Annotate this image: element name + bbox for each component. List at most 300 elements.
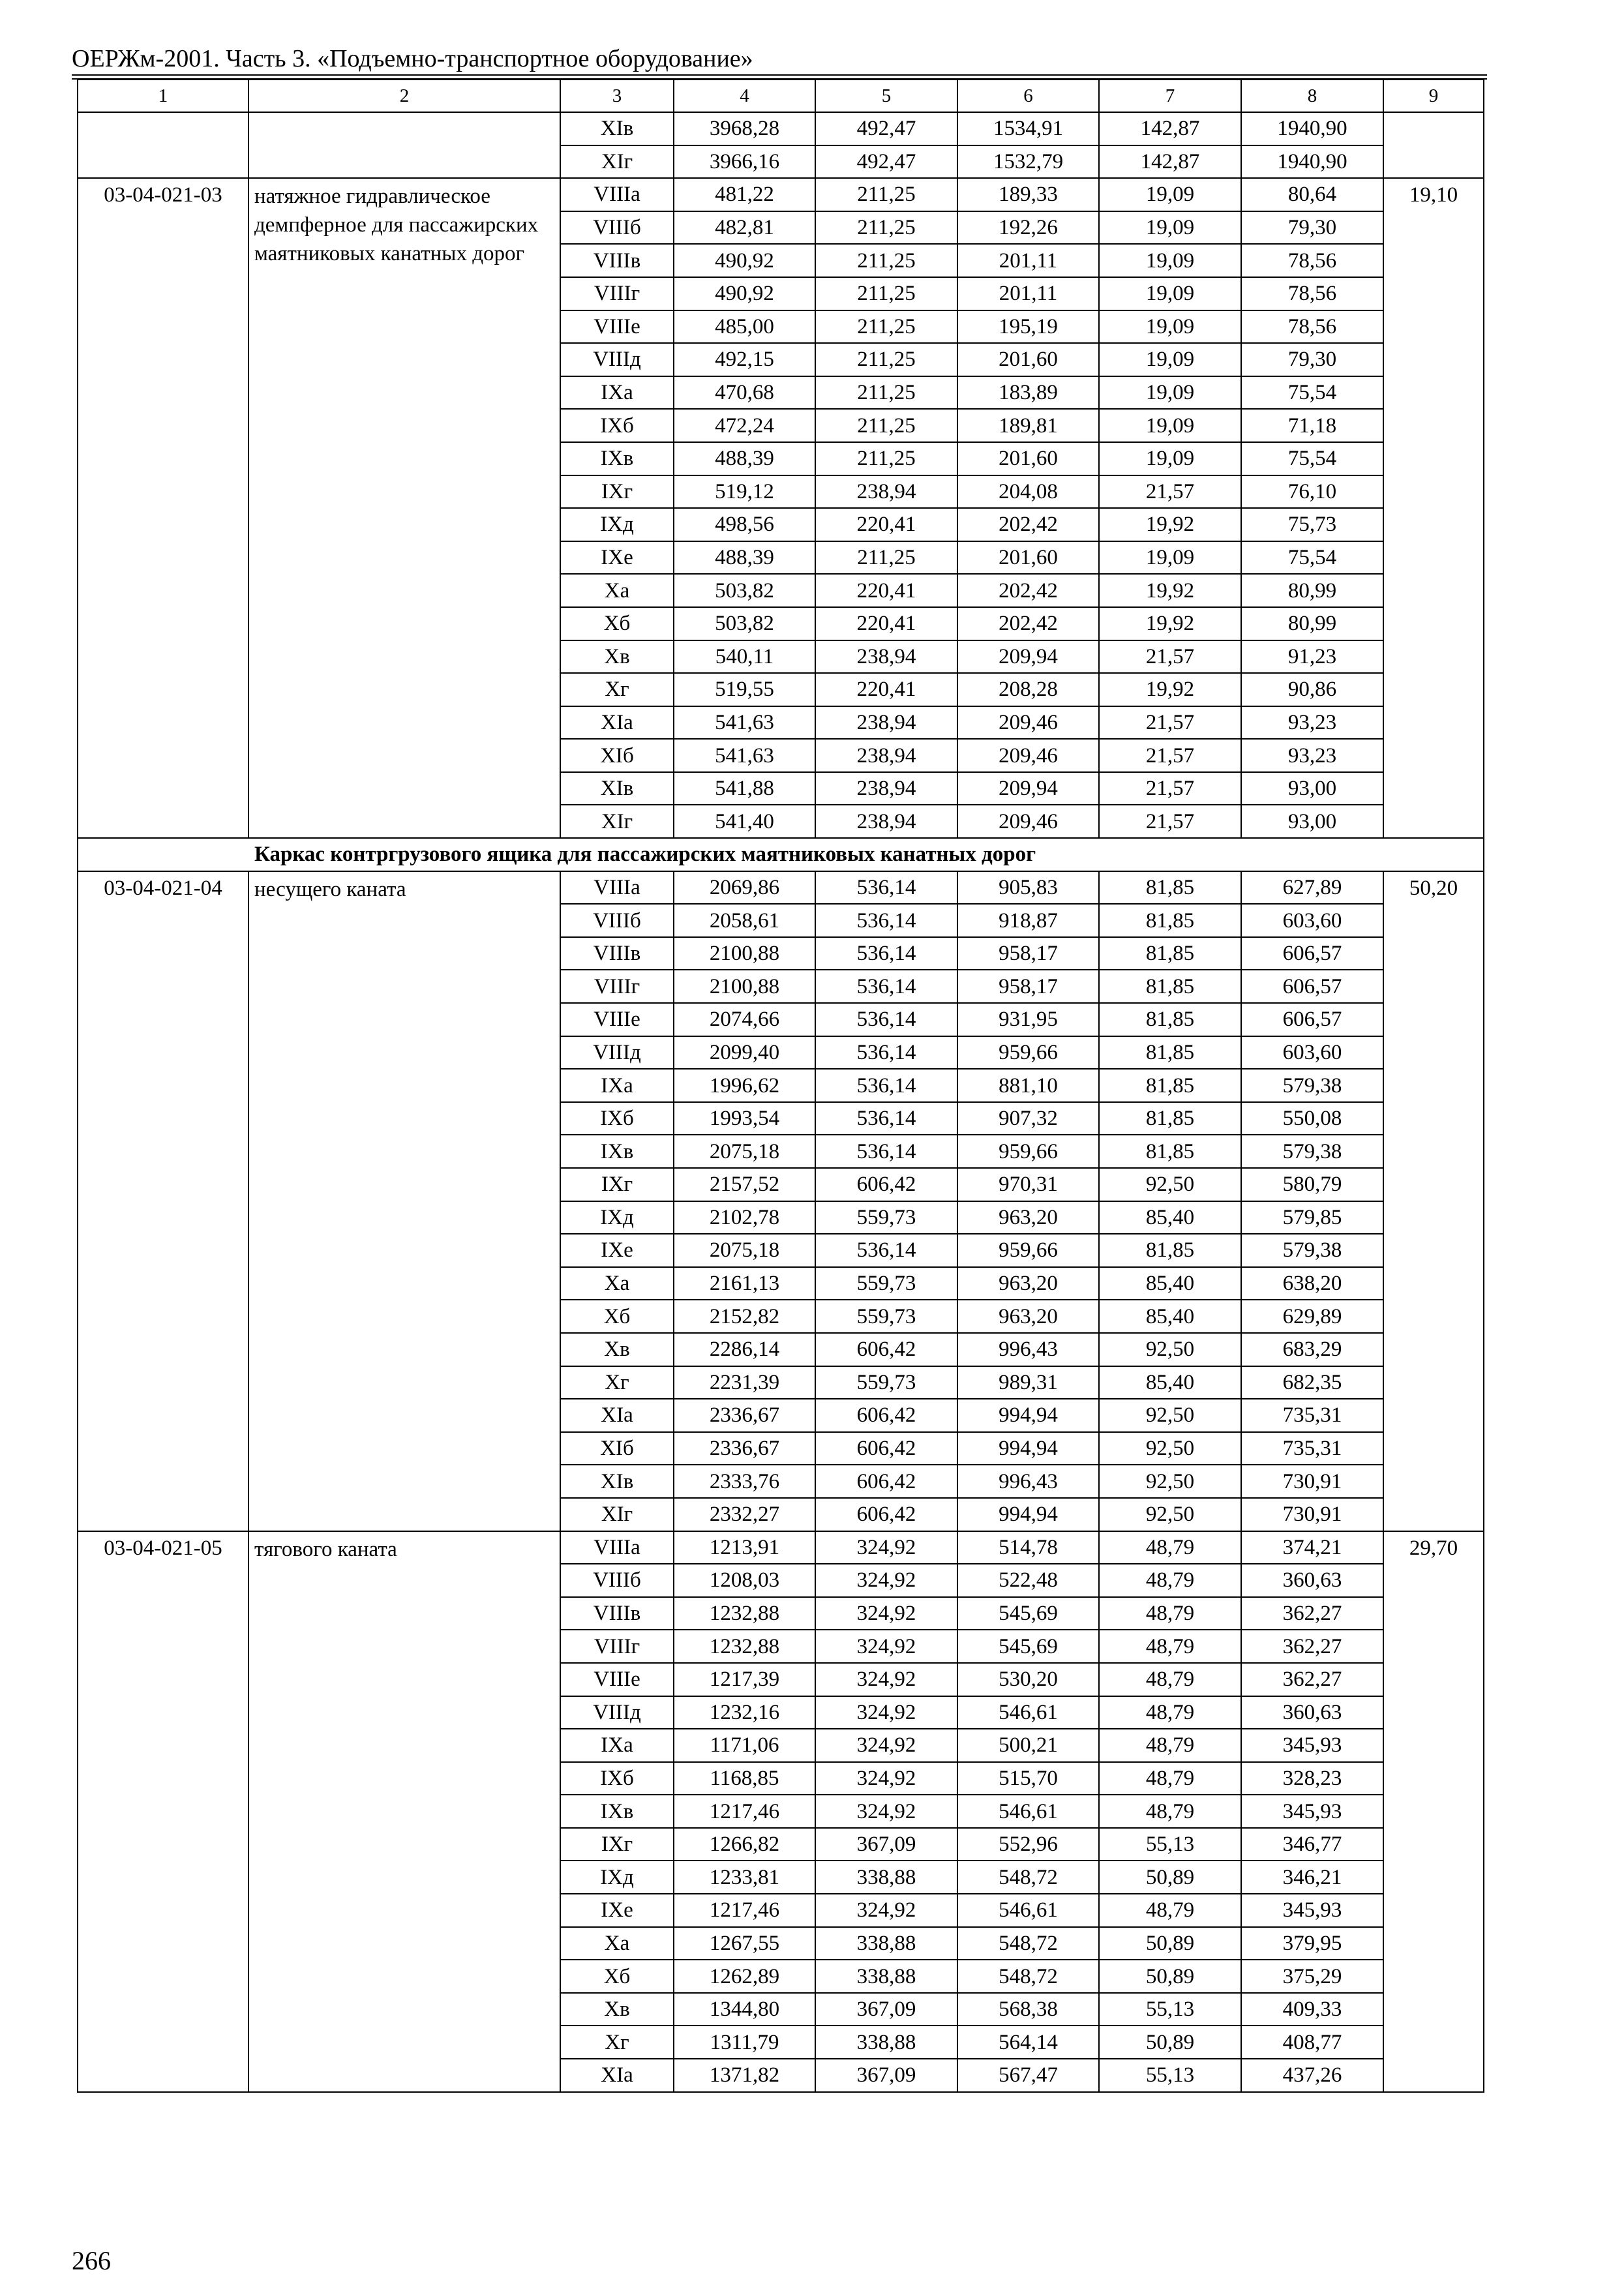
column-number: 8 [1241, 80, 1383, 112]
wages-cell: 211,25 [815, 343, 957, 376]
machinist-wages-cell: 85,40 [1099, 1300, 1241, 1333]
total-cost-cell: 490,92 [674, 244, 815, 277]
wages-cell: 536,14 [815, 970, 957, 1003]
materials-cost-cell: 362,27 [1241, 1597, 1383, 1630]
machinist-wages-cell: 19,09 [1099, 541, 1241, 575]
wages-cell: 536,14 [815, 1102, 957, 1135]
category-cell: VIIIг [560, 1630, 674, 1663]
column-number: 9 [1383, 80, 1484, 112]
category-cell: VIIIа [560, 871, 674, 905]
machine-cost-cell: 905,83 [957, 871, 1099, 905]
wages-cell: 324,92 [815, 1894, 957, 1927]
machine-cost-cell: 209,94 [957, 772, 1099, 805]
machinist-wages-cell: 50,89 [1099, 1960, 1241, 1993]
total-cost-cell: 541,63 [674, 706, 815, 740]
machine-cost-cell: 996,43 [957, 1333, 1099, 1366]
total-cost-cell: 2074,66 [674, 1003, 815, 1036]
total-cost-cell: 2286,14 [674, 1333, 815, 1366]
materials-cost-cell: 75,54 [1241, 442, 1383, 475]
page-number: 266 [72, 2246, 111, 2275]
total-cost-cell: 2075,18 [674, 1234, 815, 1267]
total-cost-cell: 1311,79 [674, 2026, 815, 2059]
category-cell: Xг [560, 673, 674, 706]
category-cell: VIIIв [560, 1597, 674, 1630]
column-number-row [78, 80, 1484, 112]
materials-cost-cell: 345,93 [1241, 1894, 1383, 1927]
machine-cost-cell: 204,08 [957, 475, 1099, 509]
materials-cost-cell: 93,23 [1241, 739, 1383, 772]
wages-cell: 559,73 [815, 1201, 957, 1234]
total-cost-cell: 482,81 [674, 211, 815, 245]
wages-cell: 220,41 [815, 508, 957, 541]
materials-cost-cell: 735,31 [1241, 1432, 1383, 1465]
materials-cost-cell: 93,00 [1241, 805, 1383, 838]
category-cell: VIIIб [560, 211, 674, 245]
materials-cost-cell: 360,63 [1241, 1696, 1383, 1729]
total-cost-cell: 492,15 [674, 343, 815, 376]
machinist-wages-cell: 81,85 [1099, 1234, 1241, 1267]
machinist-wages-cell: 142,87 [1099, 145, 1241, 179]
machinist-wages-cell: 92,50 [1099, 1168, 1241, 1201]
machinist-wages-cell: 92,50 [1099, 1399, 1241, 1432]
total-cost-cell: 519,55 [674, 673, 815, 706]
materials-cost-cell: 408,77 [1241, 2026, 1383, 2059]
machinist-wages-cell: 85,40 [1099, 1267, 1241, 1300]
materials-cost-cell: 79,30 [1241, 343, 1383, 376]
wages-cell: 536,14 [815, 1135, 957, 1168]
wages-cell: 211,25 [815, 409, 957, 442]
machine-cost-cell: 958,17 [957, 970, 1099, 1003]
category-cell: IXа [560, 376, 674, 410]
machinist-wages-cell: 50,89 [1099, 2026, 1241, 2059]
category-cell: Xб [560, 1300, 674, 1333]
machine-cost-cell: 548,72 [957, 1861, 1099, 1894]
materials-cost-cell: 80,64 [1241, 178, 1383, 211]
category-cell: VIIIе [560, 310, 674, 344]
machine-cost-cell: 209,46 [957, 805, 1099, 838]
machine-cost-cell: 568,38 [957, 1993, 1099, 2026]
materials-cost-cell: 90,86 [1241, 673, 1383, 706]
machine-cost-cell: 548,72 [957, 1960, 1099, 1993]
machine-cost-cell: 970,31 [957, 1168, 1099, 1201]
machinist-wages-cell: 19,09 [1099, 442, 1241, 475]
category-cell: IXб [560, 409, 674, 442]
machinist-wages-cell: 81,85 [1099, 970, 1241, 1003]
machinist-wages-cell: 50,89 [1099, 1861, 1241, 1894]
wages-cell: 367,09 [815, 1828, 957, 1861]
total-cost-cell: 488,39 [674, 442, 815, 475]
wages-cell: 338,88 [815, 2026, 957, 2059]
materials-cost-cell: 80,99 [1241, 574, 1383, 607]
machine-cost-cell: 931,95 [957, 1003, 1099, 1036]
category-cell: IXе [560, 541, 674, 575]
materials-cost-cell: 603,60 [1241, 904, 1383, 937]
machine-cost-cell: 202,42 [957, 508, 1099, 541]
category-cell: XIг [560, 145, 674, 179]
machinist-wages-cell: 19,92 [1099, 574, 1241, 607]
materials-cost-cell: 580,79 [1241, 1168, 1383, 1201]
wages-cell: 559,73 [815, 1300, 957, 1333]
category-cell: Xг [560, 2026, 674, 2059]
machinist-wages-cell: 48,79 [1099, 1597, 1241, 1630]
total-cost-cell: 488,39 [674, 541, 815, 575]
labor-value: 19,10 [1383, 178, 1484, 838]
total-cost-cell: 2075,18 [674, 1135, 815, 1168]
machinist-wages-cell: 50,89 [1099, 1927, 1241, 1960]
wages-cell: 220,41 [815, 574, 957, 607]
machinist-wages-cell: 55,13 [1099, 2059, 1241, 2092]
total-cost-cell: 503,82 [674, 574, 815, 607]
category-cell: IXв [560, 1795, 674, 1828]
category-cell: IXг [560, 1168, 674, 1201]
column-number: 2 [248, 80, 560, 112]
category-cell: XIб [560, 1432, 674, 1465]
machinist-wages-cell: 92,50 [1099, 1333, 1241, 1366]
wages-cell: 324,92 [815, 1729, 957, 1762]
total-cost-cell: 1217,39 [674, 1663, 815, 1696]
category-cell: Xв [560, 1333, 674, 1366]
total-cost-cell: 2161,13 [674, 1267, 815, 1300]
machinist-wages-cell: 85,40 [1099, 1201, 1241, 1234]
materials-cost-cell: 579,85 [1241, 1201, 1383, 1234]
wages-cell: 536,14 [815, 1036, 957, 1070]
machinist-wages-cell: 19,92 [1099, 673, 1241, 706]
total-cost-cell: 485,00 [674, 310, 815, 344]
wages-cell: 211,25 [815, 277, 957, 310]
materials-cost-cell: 606,57 [1241, 1003, 1383, 1036]
machinist-wages-cell: 21,57 [1099, 772, 1241, 805]
machinist-wages-cell: 19,09 [1099, 244, 1241, 277]
total-cost-cell: 1171,06 [674, 1729, 815, 1762]
machinist-wages-cell: 55,13 [1099, 1828, 1241, 1861]
machinist-wages-cell: 21,57 [1099, 475, 1241, 509]
total-cost-cell: 1371,82 [674, 2059, 815, 2092]
total-cost-cell: 3966,16 [674, 145, 815, 179]
wages-cell: 238,94 [815, 772, 957, 805]
materials-cost-cell: 360,63 [1241, 1564, 1383, 1597]
category-cell: XIб [560, 739, 674, 772]
machine-cost-cell: 530,20 [957, 1663, 1099, 1696]
materials-cost-cell: 579,38 [1241, 1135, 1383, 1168]
category-cell: IXб [560, 1102, 674, 1135]
category-cell: VIIIа [560, 1531, 674, 1564]
machine-cost-cell: 515,70 [957, 1762, 1099, 1795]
category-cell: IXд [560, 1861, 674, 1894]
category-cell: IXе [560, 1894, 674, 1927]
total-cost-cell: 2336,67 [674, 1399, 815, 1432]
wages-cell: 324,92 [815, 1795, 957, 1828]
machine-cost-cell: 522,48 [957, 1564, 1099, 1597]
machinist-wages-cell: 142,87 [1099, 112, 1241, 145]
machine-cost-cell: 958,17 [957, 937, 1099, 970]
column-number: 7 [1099, 80, 1241, 112]
category-cell: XIв [560, 772, 674, 805]
machinist-wages-cell: 48,79 [1099, 1762, 1241, 1795]
machine-cost-cell: 567,47 [957, 2059, 1099, 2092]
machine-cost-cell: 183,89 [957, 376, 1099, 410]
materials-cost-cell: 346,77 [1241, 1828, 1383, 1861]
materials-cost-cell: 93,23 [1241, 706, 1383, 740]
materials-cost-cell: 579,38 [1241, 1069, 1383, 1102]
total-cost-cell: 2058,61 [674, 904, 815, 937]
total-cost-cell: 2100,88 [674, 970, 815, 1003]
machine-cost-cell: 959,66 [957, 1234, 1099, 1267]
category-cell: IXв [560, 442, 674, 475]
materials-cost-cell: 71,18 [1241, 409, 1383, 442]
total-cost-cell: 541,63 [674, 739, 815, 772]
total-cost-cell: 2333,76 [674, 1465, 815, 1498]
category-cell: VIIIв [560, 937, 674, 970]
wages-cell: 238,94 [815, 706, 957, 740]
wages-cell: 536,14 [815, 904, 957, 937]
category-cell: Xа [560, 1927, 674, 1960]
rate-description: несущего каната [248, 871, 560, 1531]
machinist-wages-cell: 48,79 [1099, 1729, 1241, 1762]
category-cell: IXд [560, 508, 674, 541]
category-cell: Xг [560, 1366, 674, 1399]
total-cost-cell: 519,12 [674, 475, 815, 509]
category-cell: IXв [560, 1135, 674, 1168]
category-cell: IXд [560, 1201, 674, 1234]
wages-cell: 211,25 [815, 442, 957, 475]
machine-cost-cell: 1534,91 [957, 112, 1099, 145]
wages-cell: 338,88 [815, 1927, 957, 1960]
total-cost-cell: 1217,46 [674, 1795, 815, 1828]
machinist-wages-cell: 19,09 [1099, 178, 1241, 211]
wages-cell: 324,92 [815, 1696, 957, 1729]
machinist-wages-cell: 19,09 [1099, 211, 1241, 245]
materials-cost-cell: 80,99 [1241, 607, 1383, 640]
wages-cell: 536,14 [815, 1234, 957, 1267]
machinist-wages-cell: 81,85 [1099, 1069, 1241, 1102]
category-cell: Xа [560, 574, 674, 607]
table-row [78, 1531, 1484, 1564]
category-cell: IXе [560, 1234, 674, 1267]
table-row [78, 871, 1484, 905]
total-cost-cell: 1996,62 [674, 1069, 815, 1102]
materials-cost-cell: 683,29 [1241, 1333, 1383, 1366]
rate-code: 03-04-021-03 [78, 178, 248, 838]
materials-cost-cell: 730,91 [1241, 1498, 1383, 1531]
materials-cost-cell: 627,89 [1241, 871, 1383, 905]
machine-cost-cell: 989,31 [957, 1366, 1099, 1399]
machinist-wages-cell: 81,85 [1099, 937, 1241, 970]
category-cell: XIв [560, 112, 674, 145]
machine-cost-cell: 209,46 [957, 706, 1099, 740]
wages-cell: 367,09 [815, 2059, 957, 2092]
column-number: 6 [957, 80, 1099, 112]
category-cell: Xв [560, 1993, 674, 2026]
category-cell: Xа [560, 1267, 674, 1300]
wages-cell: 324,92 [815, 1762, 957, 1795]
category-cell: VIIIд [560, 1696, 674, 1729]
machine-cost-cell: 545,69 [957, 1597, 1099, 1630]
machine-cost-cell: 552,96 [957, 1828, 1099, 1861]
total-cost-cell: 490,92 [674, 277, 815, 310]
total-cost-cell: 1233,81 [674, 1861, 815, 1894]
machine-cost-cell: 514,78 [957, 1531, 1099, 1564]
total-cost-cell: 1266,82 [674, 1828, 815, 1861]
materials-cost-cell: 375,29 [1241, 1960, 1383, 1993]
materials-cost-cell: 362,27 [1241, 1630, 1383, 1663]
machine-cost-cell: 963,20 [957, 1201, 1099, 1234]
machine-cost-cell: 996,43 [957, 1465, 1099, 1498]
machine-cost-cell: 500,21 [957, 1729, 1099, 1762]
machinist-wages-cell: 19,09 [1099, 277, 1241, 310]
rate-code: 03-04-021-05 [78, 1531, 248, 2092]
machinist-wages-cell: 19,09 [1099, 310, 1241, 344]
materials-cost-cell: 735,31 [1241, 1399, 1383, 1432]
header-rule [72, 74, 1487, 76]
table-row [78, 112, 1484, 145]
category-cell: IXа [560, 1069, 674, 1102]
wages-cell: 606,42 [815, 1498, 957, 1531]
materials-cost-cell: 1940,90 [1241, 112, 1383, 145]
machine-cost-cell: 545,69 [957, 1630, 1099, 1663]
wages-cell: 367,09 [815, 1993, 957, 2026]
machinist-wages-cell: 48,79 [1099, 1531, 1241, 1564]
wages-cell: 606,42 [815, 1432, 957, 1465]
machinist-wages-cell: 21,57 [1099, 739, 1241, 772]
total-cost-cell: 2336,67 [674, 1432, 815, 1465]
machine-cost-cell: 994,94 [957, 1498, 1099, 1531]
machinist-wages-cell: 48,79 [1099, 1894, 1241, 1927]
machine-cost-cell: 201,11 [957, 244, 1099, 277]
materials-cost-cell: 638,20 [1241, 1267, 1383, 1300]
category-cell: VIIIд [560, 343, 674, 376]
materials-cost-cell: 75,54 [1241, 541, 1383, 575]
wages-cell: 324,92 [815, 1630, 957, 1663]
wages-cell: 211,25 [815, 541, 957, 575]
table-row [78, 178, 1484, 211]
machinist-wages-cell: 19,09 [1099, 409, 1241, 442]
total-cost-cell: 3968,28 [674, 112, 815, 145]
machine-cost-cell: 564,14 [957, 2026, 1099, 2059]
total-cost-cell: 2152,82 [674, 1300, 815, 1333]
category-cell: IXа [560, 1729, 674, 1762]
category-cell: XIа [560, 2059, 674, 2092]
total-cost-cell: 1213,91 [674, 1531, 815, 1564]
machinist-wages-cell: 81,85 [1099, 904, 1241, 937]
wages-cell: 536,14 [815, 1003, 957, 1036]
category-cell: XIг [560, 805, 674, 838]
rate-description: натяжное гидравлическое демпферное для пассажирских маятниковых канатных дорог [248, 178, 560, 838]
materials-cost-cell: 78,56 [1241, 244, 1383, 277]
wages-cell: 211,25 [815, 211, 957, 245]
materials-cost-cell: 730,91 [1241, 1465, 1383, 1498]
materials-cost-cell: 78,56 [1241, 277, 1383, 310]
machine-cost-cell: 959,66 [957, 1135, 1099, 1168]
wages-cell: 220,41 [815, 673, 957, 706]
materials-cost-cell: 437,26 [1241, 2059, 1383, 2092]
materials-cost-cell: 345,93 [1241, 1729, 1383, 1762]
wages-cell: 238,94 [815, 475, 957, 509]
category-cell: VIIIв [560, 244, 674, 277]
machinist-wages-cell: 92,50 [1099, 1465, 1241, 1498]
labor-value: 29,70 [1383, 1531, 1484, 2092]
machinist-wages-cell: 55,13 [1099, 1993, 1241, 2026]
wages-cell: 220,41 [815, 607, 957, 640]
category-cell: Xв [560, 640, 674, 674]
machine-cost-cell: 994,94 [957, 1399, 1099, 1432]
labor-value: 50,20 [1383, 871, 1484, 1531]
machine-cost-cell: 192,26 [957, 211, 1099, 245]
total-cost-cell: 2231,39 [674, 1366, 815, 1399]
category-cell: Xб [560, 607, 674, 640]
machine-cost-cell: 546,61 [957, 1795, 1099, 1828]
category-cell: VIIIа [560, 178, 674, 211]
total-cost-cell: 1232,88 [674, 1597, 815, 1630]
wages-cell: 338,88 [815, 1861, 957, 1894]
category-cell: IXг [560, 475, 674, 509]
total-cost-cell: 503,82 [674, 607, 815, 640]
category-cell: VIIIб [560, 904, 674, 937]
section-title: Каркас контргрузового ящика для пассажирских маятниковых канатных дорог [78, 838, 1484, 871]
total-cost-cell: 2102,78 [674, 1201, 815, 1234]
wages-cell: 324,92 [815, 1564, 957, 1597]
materials-cost-cell: 91,23 [1241, 640, 1383, 674]
category-cell: VIIIд [560, 1036, 674, 1070]
machinist-wages-cell: 21,57 [1099, 805, 1241, 838]
wages-cell: 536,14 [815, 1069, 957, 1102]
wages-cell: 338,88 [815, 1960, 957, 1993]
total-cost-cell: 2100,88 [674, 937, 815, 970]
machine-cost-cell: 959,66 [957, 1036, 1099, 1070]
category-cell: VIIIг [560, 277, 674, 310]
machinist-wages-cell: 48,79 [1099, 1795, 1241, 1828]
page-header: ОЕРЖм-2001. Часть 3. «Подъемно-транспортное оборудование» [72, 45, 753, 72]
machinist-wages-cell: 81,85 [1099, 1135, 1241, 1168]
machinist-wages-cell: 92,50 [1099, 1498, 1241, 1531]
category-cell: Xб [560, 1960, 674, 1993]
category-cell: VIIIе [560, 1663, 674, 1696]
materials-cost-cell: 629,89 [1241, 1300, 1383, 1333]
wages-cell: 606,42 [815, 1399, 957, 1432]
category-cell: XIв [560, 1465, 674, 1498]
total-cost-cell: 1232,16 [674, 1696, 815, 1729]
wages-cell: 559,73 [815, 1366, 957, 1399]
section-row [78, 838, 1484, 871]
total-cost-cell: 1993,54 [674, 1102, 815, 1135]
category-cell: VIIIб [560, 1564, 674, 1597]
wages-cell: 211,25 [815, 244, 957, 277]
materials-cost-cell: 346,21 [1241, 1861, 1383, 1894]
total-cost-cell: 2332,27 [674, 1498, 815, 1531]
materials-cost-cell: 603,60 [1241, 1036, 1383, 1070]
materials-cost-cell: 362,27 [1241, 1663, 1383, 1696]
materials-cost-cell: 93,00 [1241, 772, 1383, 805]
total-cost-cell: 1262,89 [674, 1960, 815, 1993]
machine-cost-cell: 963,20 [957, 1267, 1099, 1300]
materials-cost-cell: 606,57 [1241, 937, 1383, 970]
wages-cell: 559,73 [815, 1267, 957, 1300]
materials-cost-cell: 75,73 [1241, 508, 1383, 541]
machinist-wages-cell: 48,79 [1099, 1696, 1241, 1729]
materials-cost-cell: 682,35 [1241, 1366, 1383, 1399]
total-cost-cell: 1217,46 [674, 1894, 815, 1927]
category-cell: IXб [560, 1762, 674, 1795]
machine-cost-cell: 1532,79 [957, 145, 1099, 179]
rate-code [78, 112, 248, 178]
category-cell: XIг [560, 1498, 674, 1531]
wages-cell: 324,92 [815, 1663, 957, 1696]
materials-cost-cell: 345,93 [1241, 1795, 1383, 1828]
machine-cost-cell: 208,28 [957, 673, 1099, 706]
wages-cell: 211,25 [815, 178, 957, 211]
column-number: 3 [560, 80, 674, 112]
total-cost-cell: 541,40 [674, 805, 815, 838]
machine-cost-cell: 202,42 [957, 607, 1099, 640]
